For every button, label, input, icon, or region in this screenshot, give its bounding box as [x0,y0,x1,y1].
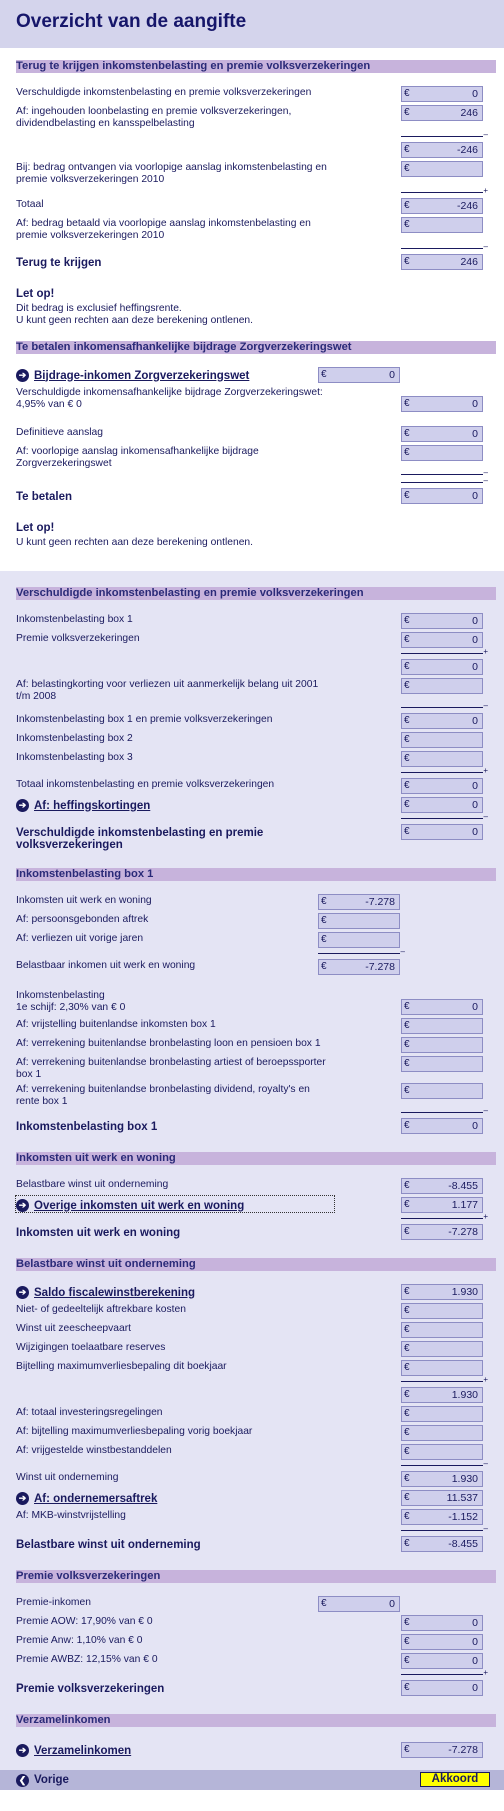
amount-value: -7.278 [448,1226,478,1238]
euro-sign: € [404,1744,410,1755]
row [16,931,496,949]
euro-sign: € [404,1492,410,1503]
row [16,1595,496,1613]
sum-line: – [16,245,496,253]
section-title: Inkomstenbelasting box 1 [16,868,496,881]
row-label: Totaal [16,199,44,210]
bijdrage-inkomen-link[interactable]: ➔ Bijdrage-inkomen Zorgverzekeringswet [16,366,334,382]
amount-field [401,1056,483,1072]
arrow-right-icon: ➔ [16,1492,29,1505]
row [16,253,496,271]
euro-sign: € [404,1511,410,1522]
euro-sign: € [404,200,410,211]
amount-field [401,632,483,648]
section-verschuldigd [0,571,504,866]
euro-sign: € [404,490,410,501]
amount-field [318,1596,400,1612]
euro-sign: € [404,256,410,267]
euro-sign: € [404,1020,410,1031]
amount-value: -1.152 [448,1511,478,1523]
amount-field [318,932,400,948]
amount-field [401,1018,483,1034]
row-label: Totaal inkomstenbelasting en premie volksverzekeringen [16,779,275,790]
sum-line: – [16,1527,496,1535]
amount-value: -246 [456,200,478,212]
notice-title: Let op! [16,288,55,300]
row [16,988,496,1016]
row [16,1614,496,1632]
row [16,612,496,630]
row [16,1359,496,1377]
amount-field [401,488,483,504]
section-title: Te betalen inkomensafhankelijke bijdrage Zorgverzekeringswet [16,341,496,354]
row-label: Af: persoonsgebonden aftrek [16,914,149,925]
sum-line: + [16,650,496,658]
sum-line: + [16,1671,496,1679]
footer-bar [0,1770,504,1790]
amount-value: -8.455 [448,1180,478,1192]
section-winst [0,1256,504,1568]
euro-sign: € [404,1039,410,1050]
row-label: Inkomstenbelasting 1e schijf: 2,30% van € 0 [16,990,126,1013]
amount-field [401,1471,483,1487]
amount-field [401,1653,483,1669]
row [16,104,496,132]
euro-sign: € [404,1180,410,1191]
section-terug [0,48,504,341]
euro-sign: € [404,1473,410,1484]
amount-value: -246 [456,144,478,156]
ondernemersaftrek-link[interactable]: ➔ Af: ondernemersaftrek [16,1489,334,1505]
euro-sign: € [404,715,410,726]
row-label: Wijzigingen toelaatbare reserves [16,1342,166,1353]
euro-sign: € [404,107,410,118]
row[interactable] [16,796,496,814]
amount-field [401,161,483,177]
row-label: Af: vrijgestelde winstbestanddelen [16,1445,172,1456]
amount-field [401,1406,483,1422]
row-label: Verschuldigde inkomstenbelasting en premie volksverzekeringen [16,87,312,98]
amount-value: -8.455 [448,1538,478,1550]
sum-line: – [16,815,496,823]
section-title: Belastbare winst uit onderneming [16,1258,496,1271]
amount-field [401,778,483,794]
amount-field [401,1118,483,1134]
row-label: Af: bijtelling maximumverliesbepaling vorig boekjaar [16,1426,253,1437]
row [16,1679,496,1697]
amount-field [401,445,483,461]
row [16,1117,496,1135]
row [16,777,496,795]
row-label: Bij: bedrag ontvangen via voorlopige aanslag inkomstenbelasting en premie volksverzekeringen 2010 [16,162,327,185]
euro-sign: € [404,1362,410,1373]
arrow-right-icon: ➔ [16,799,29,812]
euro-sign: € [404,680,410,691]
euro-sign: € [404,1226,410,1237]
row-label: Inkomstenbelasting box 3 [16,752,133,763]
euro-sign: € [404,826,410,837]
section-box1 [0,866,504,1150]
row [16,712,496,730]
sum-line: – [16,1462,496,1470]
euro-sign: € [404,753,410,764]
row [16,893,496,911]
row-label: Premie volksverzekeringen [16,1683,165,1695]
euro-sign: € [404,1446,410,1457]
amount-value: 0 [389,369,395,381]
heffingskortingen-link[interactable]: ➔ Af: heffingskortingen [16,796,334,812]
row-label: Belastbaar inkomen uit werk en woning [16,960,196,971]
euro-sign: € [404,1636,410,1647]
amount-field [401,797,483,813]
euro-sign: € [404,1427,410,1438]
row [16,1535,496,1553]
row-label: Premie AOW: 17,90% van € 0 [16,1616,153,1627]
amount-value: 0 [472,799,478,811]
row [16,731,496,749]
amount-value: -7.278 [365,961,395,973]
euro-sign: € [404,1120,410,1131]
amount-field [401,1360,483,1376]
amount-field [401,1680,483,1696]
amount-field [401,217,483,233]
sum-line: + [16,189,496,197]
amount-field [401,751,483,767]
row-label: Te betalen [16,491,73,503]
row-label: Af: belastingkorting voor verliezen uit aanmerkelijk belang uit 2001 t/m 2008 [16,679,319,702]
row-label: Af: bedrag betaald via voorlopige aanslag inkomstenbelasting en premie volksverzekeringen 2010 [16,218,311,241]
euro-sign: € [404,1199,410,1210]
row [16,1082,496,1108]
amount-value: 1.930 [451,1473,478,1485]
section-title: Verschuldigde inkomstenbelasting en premie volksverzekeringen [16,587,496,600]
row-label: Inkomstenbelasting box 1 [16,614,133,625]
amount-field [401,1509,483,1525]
row[interactable] [16,1283,496,1301]
amount-field [401,1197,483,1213]
row [16,1386,496,1404]
row [16,1017,496,1035]
euro-sign: € [404,447,410,458]
row-label: Terug te krijgen [16,257,102,269]
row-label: Af: MKB-winstvrijstelling [16,1510,126,1521]
notice-title: Let op! [16,522,55,534]
amount-field [318,959,400,975]
sum-line: + [16,769,496,777]
euro-sign: € [404,88,410,99]
row-label: Inkomsten uit werk en woning [16,895,152,906]
amount-field [401,396,483,412]
amount-value: 0 [472,1617,478,1629]
sum-line: – [16,704,496,712]
row-label: Af: voorlopige aanslag inkomensafhankelijke bijdrage Zorgverzekeringswet [16,446,259,469]
amount-field [401,1083,483,1099]
amount-value: 1.930 [451,1286,478,1298]
section-title: Terug te krijgen inkomstenbelasting en premie volksverzekeringen [16,60,496,73]
euro-sign: € [321,961,327,972]
page-header [0,0,504,48]
row-label: Belastbare winst uit onderneming [16,1539,201,1551]
amount-value: 0 [472,1636,478,1648]
euro-sign: € [404,615,410,626]
row [16,444,496,470]
euro-sign: € [321,369,327,380]
row-label: Verschuldigde inkomensafhankelijke bijdrage Zorgverzekeringswet: 4,95% van € 0 [16,387,323,410]
amount-value: 0 [472,715,478,727]
amount-value: 0 [389,1598,395,1610]
euro-sign: € [321,915,327,926]
row [16,1508,496,1526]
euro-sign: € [321,896,327,907]
row [16,1470,496,1488]
amount-field [401,1425,483,1441]
row [16,823,496,851]
ok-button[interactable]: Akkoord [420,1772,490,1787]
amount-value: 0 [472,1001,478,1013]
row-label: Af: verrekening buitenlandse bronbelasting dividend, royalty's en rente box 1 [16,1084,310,1107]
row [16,1177,496,1195]
euro-sign: € [404,1324,410,1335]
euro-sign: € [404,1001,410,1012]
amount-value: -7.278 [365,896,395,908]
row-label: Inkomsten uit werk en woning [16,1227,181,1239]
row [16,141,496,159]
euro-sign: € [404,1058,410,1069]
row [16,385,496,413]
euro-sign: € [404,398,410,409]
arrow-right-icon: ➔ [16,369,29,382]
row-label: Premie volksverzekeringen [16,633,140,644]
euro-sign: € [404,1538,410,1549]
row [16,1652,496,1670]
amount-value: 246 [460,107,478,119]
euro-sign: € [404,144,410,155]
row [16,958,496,976]
amount-field [401,254,483,270]
row-label: Niet- of gedeeltelijk aftrekbare kosten [16,1304,186,1315]
euro-sign: € [404,219,410,230]
amount-field [401,999,483,1015]
row [16,1321,496,1339]
row [16,85,496,103]
back-button[interactable]: ❮ Vorige [16,1774,69,1787]
saldo-fiscalewinst-link[interactable]: ➔ Saldo fiscalewinstberekening [16,1283,334,1299]
row [16,658,496,676]
row [16,425,496,443]
amount-field [401,198,483,214]
page-title: Overzicht van de aangifte [16,11,247,32]
euro-sign: € [404,1617,410,1628]
euro-sign: € [404,428,410,439]
arrow-left-icon: ❮ [16,1774,29,1787]
row-label: Inkomstenbelasting box 2 [16,733,133,744]
row-label: Af: ingehouden loonbelasting en premie volksverzekeringen, dividendbelasting en kansspelbelasting [16,106,292,129]
row[interactable] [16,1196,496,1214]
row [16,216,496,244]
amount-field [401,1178,483,1194]
section-werkwoning [0,1150,504,1256]
euro-sign: € [404,1408,410,1419]
row-label: Winst uit zeescheepvaart [16,1323,132,1334]
amount-value: 1.930 [451,1389,478,1401]
amount-field [401,1303,483,1319]
amount-field [318,913,400,929]
row [16,160,496,188]
amount-field [401,1634,483,1650]
euro-sign: € [404,163,410,174]
euro-sign: € [404,734,410,745]
notice [0,272,504,327]
amount-field [401,426,483,442]
sum-line: – [16,133,496,141]
sum-line: – [16,471,496,479]
section-premie [0,1568,504,1712]
euro-sign: € [321,1598,327,1609]
notice [0,506,504,549]
amount-value: 246 [460,256,478,268]
euro-sign: € [404,661,410,672]
amount-field [401,1387,483,1403]
amount-field [401,1615,483,1631]
euro-sign: € [404,780,410,791]
row [16,1055,496,1081]
euro-sign: € [404,1682,410,1693]
row[interactable] [16,366,496,384]
amount-field [401,105,483,121]
row [16,750,496,768]
amount-field [401,1536,483,1552]
arrow-right-icon: ➔ [16,1286,29,1299]
row [16,912,496,930]
section-zvw [0,341,504,571]
row-label: Inkomstenbelasting box 1 [16,1121,158,1133]
sum-line: – [16,1109,496,1117]
amount-value: 0 [472,490,478,502]
amount-field [401,659,483,675]
row [16,631,496,649]
amount-field [401,678,483,694]
row-label: Af: verrekening buitenlandse bronbelasting loon en pensioen box 1 [16,1038,321,1049]
row [16,1223,496,1241]
arrow-right-icon: ➔ [16,1199,29,1212]
amount-value: -7.278 [448,1744,478,1756]
amount-field [401,613,483,629]
row-label: Af: totaal investeringsregelingen [16,1407,163,1418]
amount-value: 0 [472,661,478,673]
row [16,1424,496,1442]
section-verzamel [0,1712,504,1770]
sum-line: – [16,950,496,958]
overige-inkomsten-link[interactable]: ➔ Overige inkomsten uit werk en woning [16,1196,334,1212]
row-label: Winst uit onderneming [16,1472,119,1483]
sum-line: – [16,479,496,487]
row-label: Af: verrekening buitenlandse bronbelasting artiest of beroepssporter box 1 [16,1057,326,1080]
euro-sign: € [404,1286,410,1297]
amount-value: 11.537 [446,1492,478,1504]
euro-sign: € [404,1343,410,1354]
row [16,1036,496,1054]
amount-field [401,1490,483,1506]
row[interactable] [16,1741,496,1759]
row [16,1405,496,1423]
euro-sign: € [404,1655,410,1666]
row-label: Definitieve aanslag [16,427,104,438]
amount-field [401,86,483,102]
verzamelinkomen-link[interactable]: ➔ Verzamelinkomen [16,1741,334,1757]
amount-field [401,1322,483,1338]
amount-field [401,1444,483,1460]
row-label: Verschuldigde inkomstenbelasting en premie volksverzekeringen [16,827,264,851]
section-title: Inkomsten uit werk en woning [16,1152,496,1165]
section-title: Verzamelinkomen [16,1714,496,1727]
sum-line: + [16,1215,496,1223]
row [16,1633,496,1651]
row [16,487,496,505]
amount-field [401,732,483,748]
amount-value: 0 [472,88,478,100]
euro-sign: € [404,799,410,810]
row [16,1302,496,1320]
notice-text: U kunt geen rechten aan deze berekening ontlenen. [16,537,254,548]
row-label: Belastbare winst uit onderneming [16,1179,169,1190]
amount-field [401,824,483,840]
amount-value: 1.177 [451,1199,478,1211]
row-label: Inkomstenbelasting box 1 en premie volksverzekeringen [16,714,273,725]
amount-field [401,142,483,158]
row-label: Premie Anw: 1,10% van € 0 [16,1635,143,1646]
euro-sign: € [404,1305,410,1316]
amount-field [401,1341,483,1357]
amount-field [401,1742,483,1758]
amount-value: 0 [472,1682,478,1694]
row [16,1340,496,1358]
amount-value: 0 [472,1120,478,1132]
row-label: Premie-inkomen [16,1597,91,1608]
section-title: Premie volksverzekeringen [16,1570,496,1583]
amount-field [318,894,400,910]
row [16,1443,496,1461]
row-label: Bijtelling maximumverliesbepaling dit boekjaar [16,1361,227,1372]
amount-value: 0 [472,634,478,646]
notice-text: U kunt geen rechten aan deze berekening ontlenen. [16,315,254,326]
amount-field [401,1037,483,1053]
amount-value: 0 [472,1655,478,1667]
amount-field [401,713,483,729]
notice-text: Dit bedrag is exclusief heffingsrente. [16,303,182,314]
sum-line: + [16,1378,496,1386]
amount-field [401,1224,483,1240]
row [16,197,496,215]
amount-value: 0 [472,780,478,792]
euro-sign: € [404,634,410,645]
amount-value: 0 [472,615,478,627]
euro-sign: € [321,934,327,945]
amount-value: 0 [472,826,478,838]
arrow-right-icon: ➔ [16,1744,29,1757]
amount-field [401,1284,483,1300]
row-label: Af: vrijstelling buitenlandse inkomsten box 1 [16,1019,216,1030]
euro-sign: € [404,1085,410,1096]
amount-field [318,367,400,383]
row-label: Af: verliezen uit vorige jaren [16,933,144,944]
row[interactable] [16,1489,496,1507]
row [16,677,496,703]
euro-sign: € [404,1389,410,1400]
row-label: Premie AWBZ: 12,15% van € 0 [16,1654,158,1665]
amount-value: 0 [472,398,478,410]
amount-value: 0 [472,428,478,440]
